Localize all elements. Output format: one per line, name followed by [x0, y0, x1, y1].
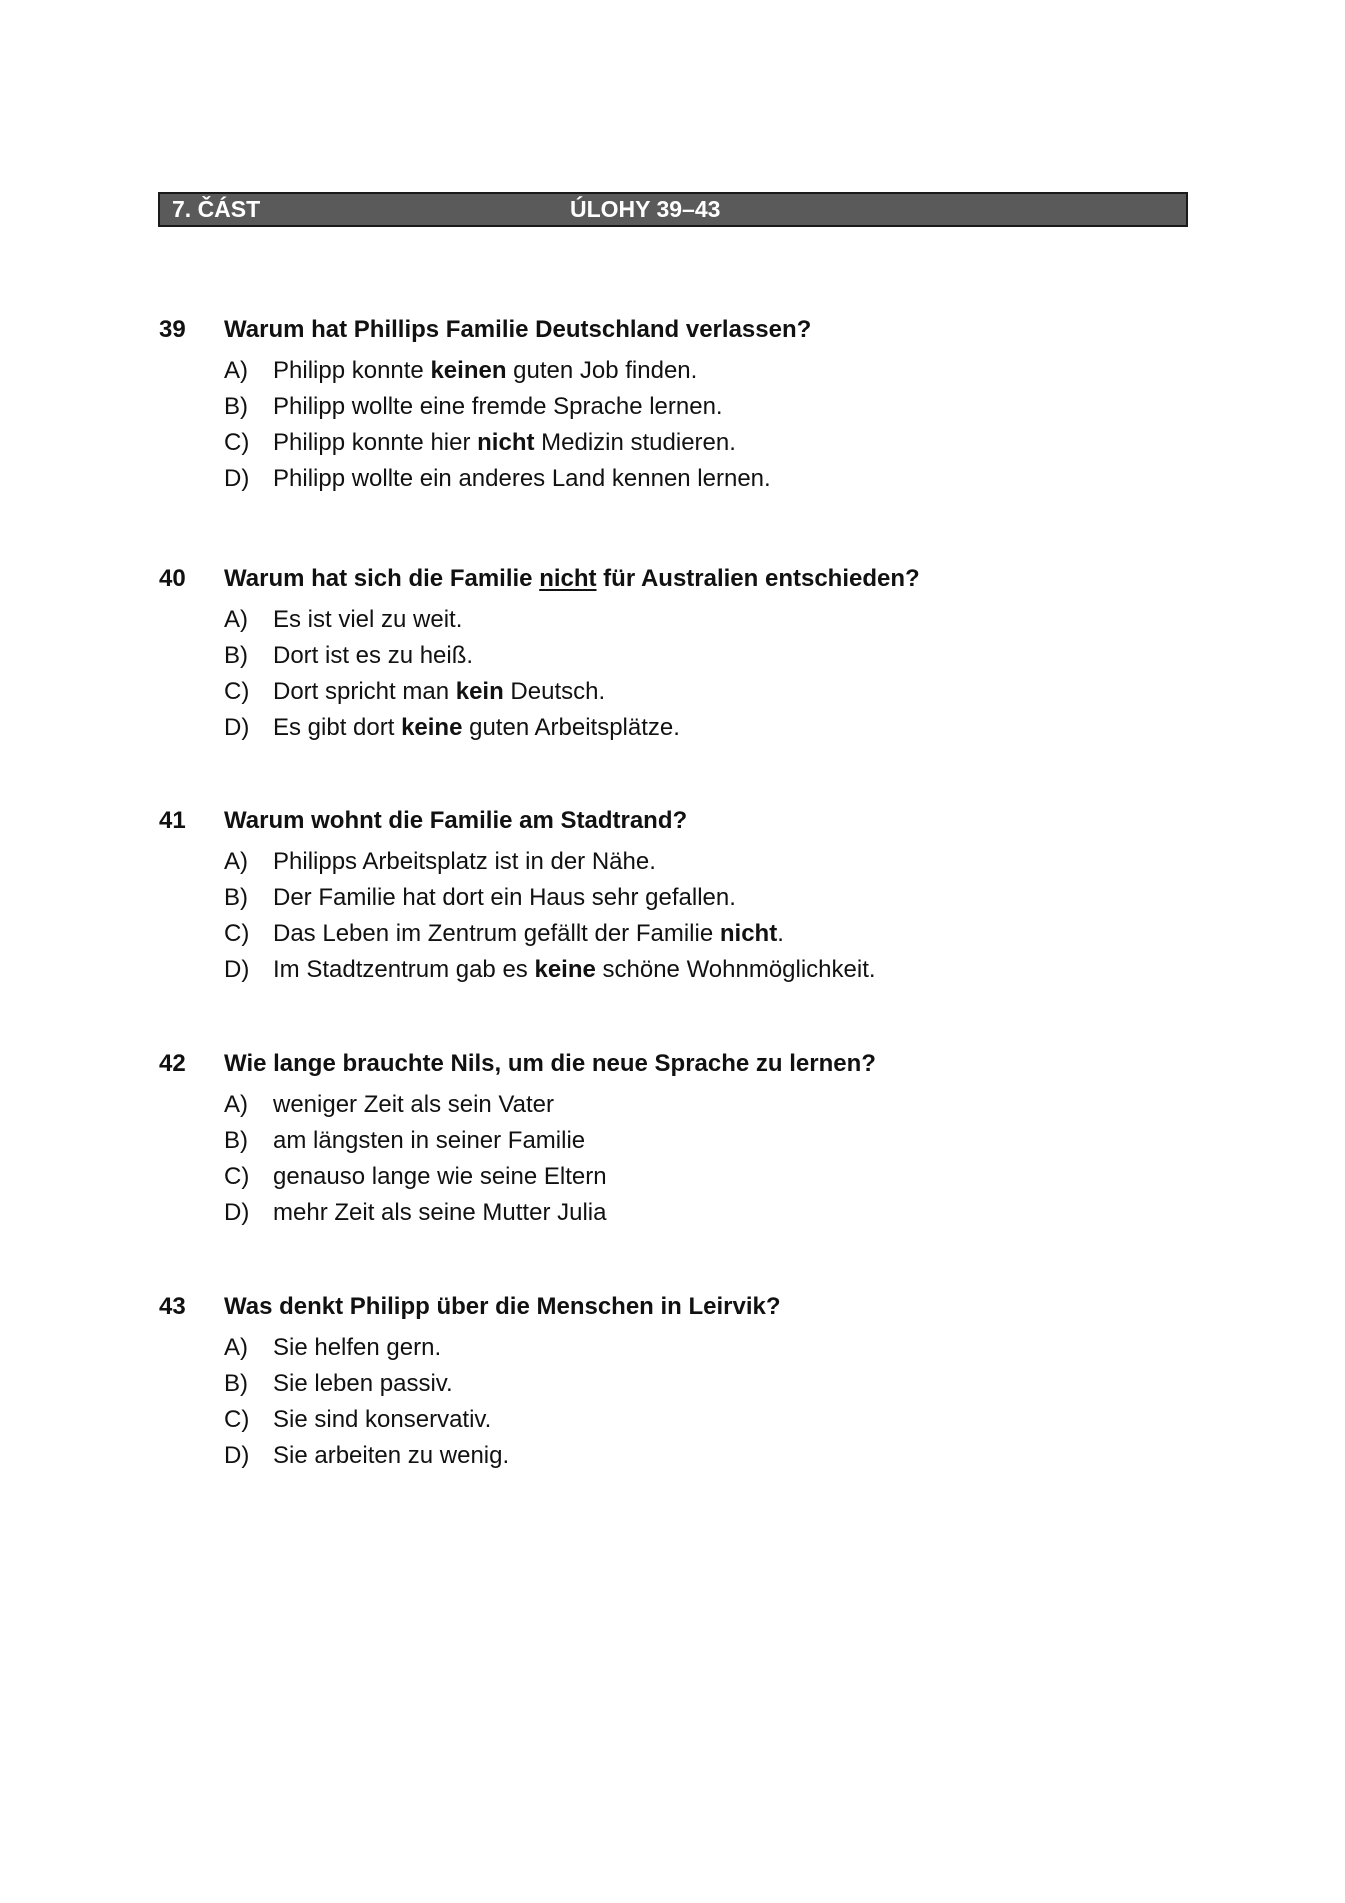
option-d: [158, 710, 1188, 746]
question-42: [158, 1046, 1188, 1231]
option-c: [158, 425, 1188, 461]
option-b: [158, 880, 1188, 916]
question-header: [158, 312, 1188, 348]
question-40: [158, 561, 1188, 746]
option-text: Sie leben passiv.: [273, 1370, 453, 1397]
option-c: [158, 916, 1188, 952]
question-number: 40: [159, 565, 186, 592]
option-text: Philipp wollte ein anderes Land kennen lernen.: [273, 465, 771, 492]
option-d: [158, 461, 1188, 497]
option-letter: D): [224, 1199, 250, 1226]
option-text: mehr Zeit als seine Mutter Julia: [273, 1199, 607, 1226]
option-text: Philipp konnte hier nicht Medizin studieren.: [273, 429, 736, 456]
option-letter: D): [224, 956, 250, 983]
question-number: 42: [159, 1050, 186, 1077]
option-d: [158, 952, 1188, 988]
option-a: [158, 602, 1188, 638]
option-d: [158, 1438, 1188, 1474]
section-tasks-label: ÚLOHY 39–43: [570, 196, 721, 222]
option-text: Es ist viel zu weit.: [273, 606, 463, 633]
question-number: 39: [159, 316, 186, 343]
question-header: [158, 561, 1188, 597]
option-b: [158, 1366, 1188, 1402]
option-text: Dort spricht man kein Deutsch.: [273, 678, 606, 705]
option-letter: B): [224, 642, 248, 669]
section-part-label: 7. ČÁST: [172, 196, 261, 222]
option-text: Im Stadtzentrum gab es keine schöne Wohnmöglichkeit.: [273, 956, 876, 983]
option-letter: C): [224, 920, 250, 947]
question-text: Was denkt Philipp über die Menschen in Leirvik?: [224, 1293, 781, 1320]
option-letter: A): [224, 357, 248, 384]
question-text: Warum wohnt die Familie am Stadtrand?: [224, 807, 688, 834]
question-header: [158, 1289, 1188, 1325]
option-letter: B): [224, 884, 248, 911]
option-letter: B): [224, 1370, 248, 1397]
option-letter: A): [224, 1334, 248, 1361]
option-text: Philipp konnte keinen guten Job finden.: [273, 357, 698, 384]
question-number: 43: [159, 1293, 186, 1320]
option-letter: C): [224, 1406, 250, 1433]
question-41: [158, 803, 1188, 988]
option-letter: C): [224, 1163, 250, 1190]
option-c: [158, 674, 1188, 710]
option-text: genauso lange wie seine Eltern: [273, 1163, 607, 1190]
option-c: [158, 1159, 1188, 1195]
option-letter: D): [224, 465, 250, 492]
option-text: Sie helfen gern.: [273, 1334, 442, 1361]
question-text: Wie lange brauchte Nils, um die neue Sprache zu lernen?: [224, 1050, 876, 1077]
question-text: Warum hat Phillips Familie Deutschland verlassen?: [224, 316, 812, 343]
option-a: [158, 1330, 1188, 1366]
section-header-bar: [158, 192, 1188, 227]
option-c: [158, 1402, 1188, 1438]
option-text: Philipp wollte eine fremde Sprache lernen.: [273, 393, 723, 420]
option-letter: C): [224, 678, 250, 705]
option-letter: A): [224, 1091, 248, 1118]
option-letter: C): [224, 429, 250, 456]
option-letter: B): [224, 393, 248, 420]
question-39: [158, 312, 1188, 497]
option-text: am längsten in seiner Familie: [273, 1127, 586, 1154]
option-text: Philipps Arbeitsplatz ist in der Nähe.: [273, 848, 656, 875]
option-text: Es gibt dort keine guten Arbeitsplätze.: [273, 714, 680, 741]
option-d: [158, 1195, 1188, 1231]
option-b: [158, 389, 1188, 425]
option-b: [158, 638, 1188, 674]
option-a: [158, 353, 1188, 389]
option-text: Sie arbeiten zu wenig.: [273, 1442, 510, 1469]
option-letter: A): [224, 848, 248, 875]
option-text: Dort ist es zu heiß.: [273, 642, 474, 669]
question-header: [158, 803, 1188, 839]
option-text: Das Leben im Zentrum gefällt der Familie nicht.: [273, 920, 784, 947]
question-header: [158, 1046, 1188, 1082]
question-number: 41: [159, 807, 186, 834]
question-43: [158, 1289, 1188, 1474]
option-a: [158, 1087, 1188, 1123]
option-b: [158, 1123, 1188, 1159]
option-text: Sie sind konservativ.: [273, 1406, 492, 1433]
option-letter: D): [224, 1442, 250, 1469]
option-letter: D): [224, 714, 250, 741]
option-letter: B): [224, 1127, 248, 1154]
option-letter: A): [224, 606, 248, 633]
option-text: weniger Zeit als sein Vater: [273, 1091, 555, 1118]
option-text: Der Familie hat dort ein Haus sehr gefallen.: [273, 884, 736, 911]
question-text: Warum hat sich die Familie nicht für Australien entschieden?: [224, 565, 920, 592]
option-a: [158, 844, 1188, 880]
